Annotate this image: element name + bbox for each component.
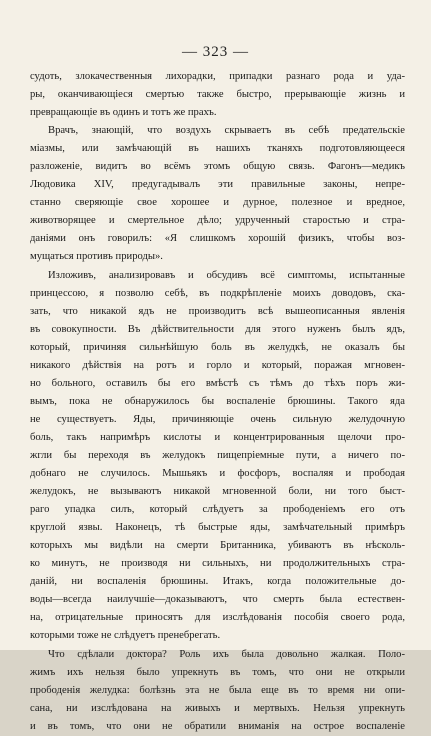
text-line: Людовика XIV, предугадывалъ эти правильные законы, непре- xyxy=(30,179,405,191)
text-line: ко минутъ, не производя ни сильныхъ, ни продолжительныхъ стра- xyxy=(30,558,405,570)
text-line: принцессою, я позволю себѣ, въ подкрѣпленіе моихъ доводовъ, ска- xyxy=(30,287,405,299)
text-line: которыми тоже не слѣдуетъ пренебрегать. xyxy=(30,630,221,642)
text-line: которыхъ мы видѣли на смерти Британника, убиваютъ въ нѣсколь- xyxy=(30,540,405,552)
text-line: Врачъ, знающій, что воздухъ скрываетъ въ себѣ предательскіе xyxy=(48,125,405,137)
text-line: но больного, оставилъ бы его вмѣстѣ съ тѣмъ до тѣхъ поръ жи- xyxy=(30,377,405,389)
text-line: животворящее и смертельное дѣло; удрученный старостью и стра- xyxy=(30,215,405,227)
text-line: желудокъ, не вызываютъ никакой мгновенной боли, ни того быст- xyxy=(30,486,405,498)
text-line: прободенія желудка: болѣзнь эта не была еще въ то время ни опи- xyxy=(30,684,405,696)
text-line: разложеніе, видитъ во всёмъ этомъ общую связь. Фагонъ—медикъ xyxy=(30,161,405,173)
page-number: — 323 — xyxy=(182,44,249,60)
text-line: не существуетъ. Яды, причиняющіе очень сильную желудочную xyxy=(30,413,405,425)
text-line: міазмы, или замѣчающій въ нашихъ тканяхъ подготовляющееся xyxy=(30,143,405,155)
text-line: превращающіе въ одинъ и тотъ же прахъ. xyxy=(30,107,217,119)
text-line: который, причиняя сильнѣйшую боль въ желудкѣ, не оказалъ бы xyxy=(30,341,405,353)
text-line: вымъ, пока не обнаружилось бы воспаленіе брюшины. Такого яда xyxy=(30,395,405,407)
text-line: Изложивъ, анализировавъ и обсудивъ всё симптомы, испытанные xyxy=(48,269,405,281)
text-line: на, отрицательные приносятъ для изслѣдованія пособія своего рода, xyxy=(30,612,405,624)
text-line: жгли бы переходя въ желудокъ пищепріемные пути, а ничего по- xyxy=(30,449,405,461)
text-line: никакого дѣйствія на ротъ и горло и который, поражая мгновен- xyxy=(30,359,405,371)
text-line: въ совокупности. Въ дѣйствительности для этого нуженъ былъ ядъ, xyxy=(30,323,405,335)
text-line: сана, ни изслѣдована на живыхъ и мертвыхъ. Нельзя упрекнуть xyxy=(30,702,405,714)
text-line: зать, что никакой ядъ не производитъ всѣ вышеописанныя явленія xyxy=(30,305,405,317)
text-line: круглой язвы. Наконецъ, тѣ быстрые яды, замѣчательный примѣръ xyxy=(30,522,405,534)
text-line: жимъ ихъ нельзя было упрекнуть въ томъ, что они не открыли xyxy=(30,666,405,678)
text-line: боль, такъ напримѣръ кислоты и концентрированныя щелочи про- xyxy=(30,431,405,443)
text-line: станно сверяющіе свое хорошее и дурное, полезное и вредное, xyxy=(30,197,405,209)
text-line: мущаться противъ природы». xyxy=(30,251,163,263)
text-line: раго упадка силъ, который слѣдуетъ за прободеніемъ его отъ xyxy=(30,504,405,516)
text-line: воды—всегда наилучшіе—доказываютъ, что смерть была естествен- xyxy=(30,594,405,606)
text-line: даніями онъ говорилъ: «Я слишкомъ хорошій физикъ, чтобы воз- xyxy=(30,233,405,245)
text-line: добнаго не случилось. Мышьякъ и фосфоръ, воспаляя и прободая xyxy=(30,468,405,480)
text-line: даній, ни воспаленія брюшины. Итакъ, когда положительные до- xyxy=(30,576,405,588)
text-line: ры, оканчивающіеся смертью также быстро, прерывающіе жизнь и xyxy=(30,89,405,101)
text-line: и въ томъ, что они не обратили вниманія на острое воспаленіе xyxy=(30,720,405,732)
text-line: Что сдѣлали доктора? Роль ихъ была довольно жалкая. Поло- xyxy=(48,648,405,660)
page-body-text xyxy=(30,68,405,736)
text-line: судоть, злокачественныя лихорадки, припадки разнаго рода и уда- xyxy=(30,71,405,82)
